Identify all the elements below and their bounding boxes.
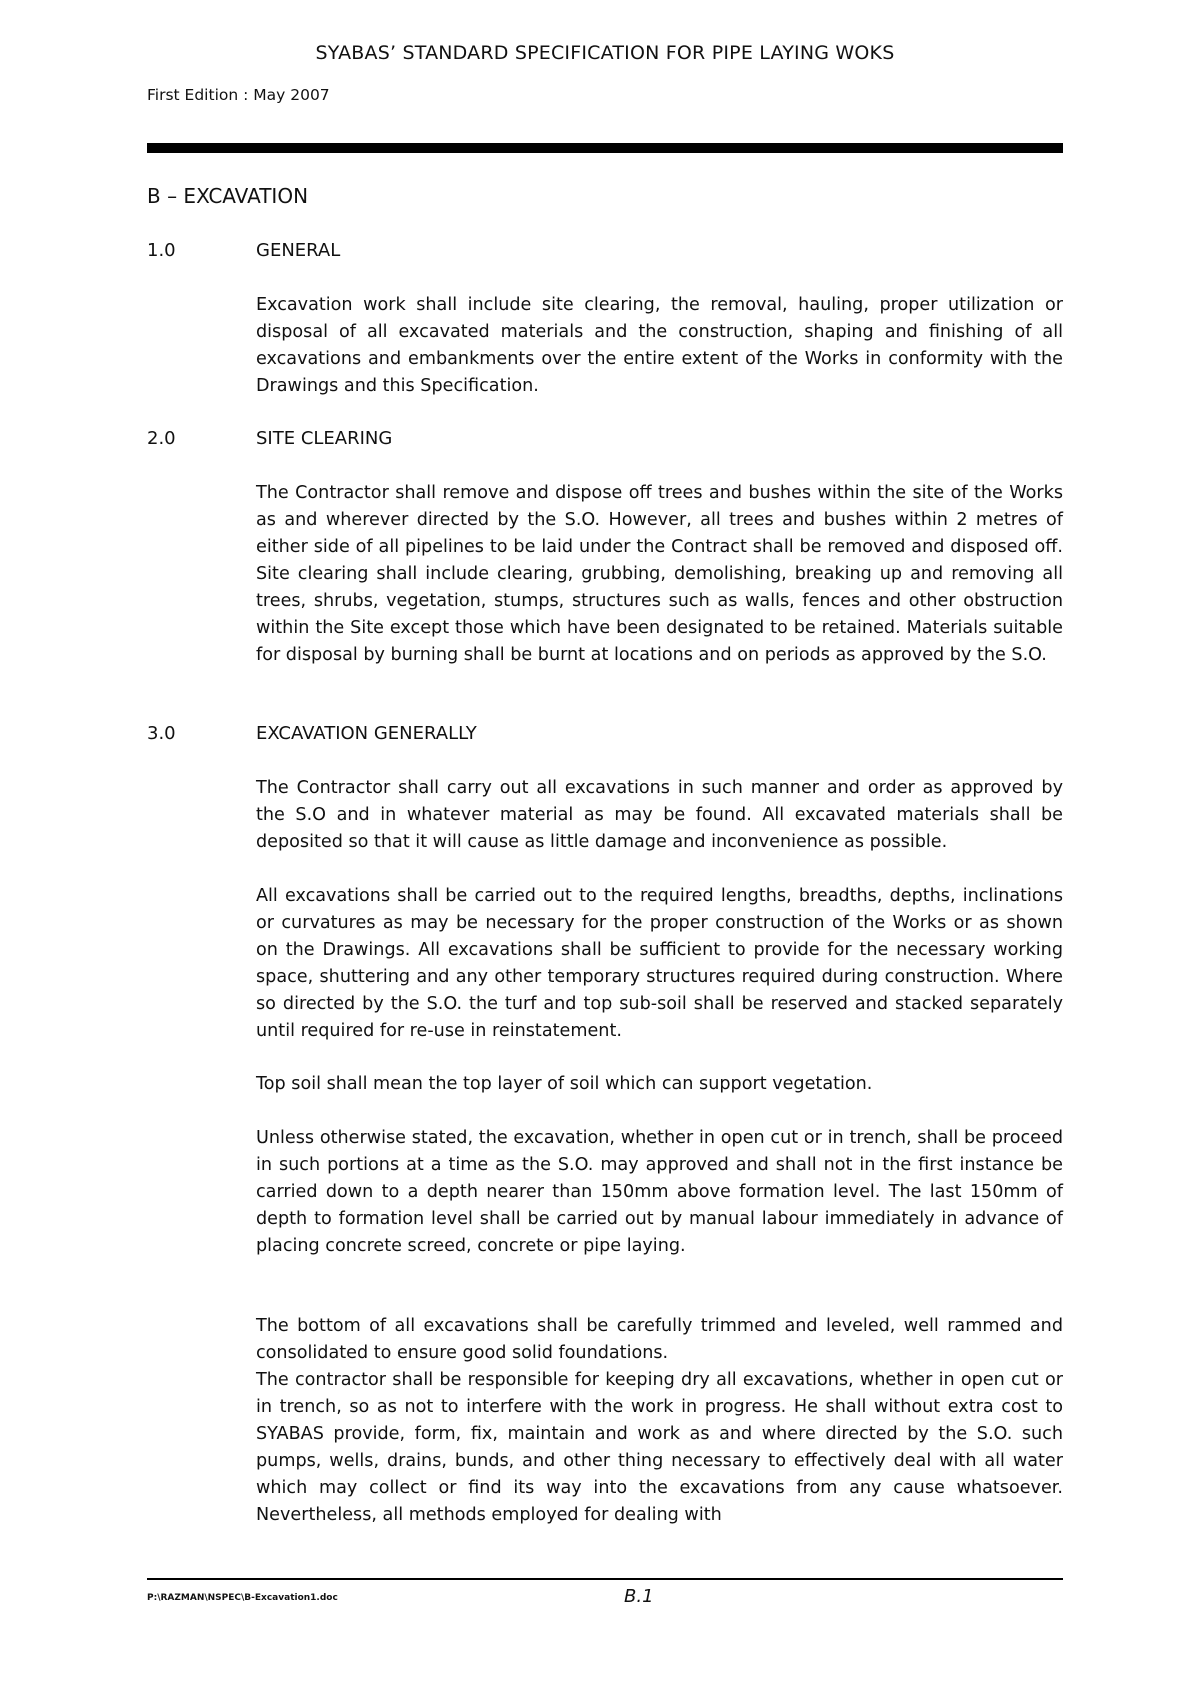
document-title: SYABAS’ STANDARD SPECIFICATION FOR PIPE LAYING WOKS	[315, 42, 895, 64]
paragraph: Top soil shall mean the top layer of soil which can support vegetation.	[256, 1074, 873, 1094]
paragraph: Excavation work shall include site clearing, the removal, hauling, proper utilization or disposal of all excavated materials and the construction, shaping and finishing of all excavations and embankments over the entire extent of the Works in conformity with the Drawings and this Specification.	[256, 295, 1063, 396]
paragraph: The Contractor shall remove and dispose off trees and bushes within the site of the Works as and wherever directed by the S.O. However, all trees and bushes within 2 metres of either side of all pipelines to be laid under the Contract shall be removed and disposed off. Site clearing shall include clearing, grubbing, demolishing, breaking up and removing all trees, shrubs, vegetation, stumps, structures such as walls, fences and other obstruction within the Site except those which have been designated to be retained. Materials suitable for disposal by burning shall be burnt at locations and on periods as approved by the S.O.	[256, 483, 1063, 665]
section-title: B – EXCAVATION	[147, 184, 309, 208]
footer-rule	[147, 1578, 1063, 1580]
clause-title: EXCAVATION GENERALLY	[256, 723, 477, 744]
paragraph: The contractor shall be responsible for keeping dry all excavations, whether in open cut or in trench, so as not to interfere with the work in progress. He shall without extra cost to SYABAS provide, form, fix, maintain and work as and where directed by the S.O. such pumps, wells, drains, bunds, and other thing necessary to effectively deal with all water which may collect or find its way into the excavations from any cause whatsoever. Nevertheless, all methods employed for dealing with	[256, 1370, 1063, 1525]
paragraph: Unless otherwise stated, the excavation, whether in open cut or in trench, shall be proceed in such portions at a time as the S.O. may approved and shall not in the first instance be carried down to a depth nearer than 150mm above formation level. The last 150mm of depth to formation level shall be carried out by manual labour immediately in advance of placing concrete screed, concrete or pipe laying.	[256, 1128, 1063, 1256]
clause-number: 3.0	[147, 723, 176, 744]
paragraph: The Contractor shall carry out all excavations in such manner and order as approved by the S.O and in whatever material as may be found. All excavated materials shall be deposited so that it will cause as little damage and inconvenience as possible.	[256, 778, 1063, 852]
paragraph: The bottom of all excavations shall be carefully trimmed and leveled, well rammed and consolidated to ensure good solid foundations.	[256, 1316, 1063, 1363]
footer-file-path: P:\RAZMAN\NSPEC\B-Excavation1.doc	[147, 1593, 338, 1603]
clause-number: 2.0	[147, 428, 176, 449]
clause-title: SITE CLEARING	[256, 428, 393, 449]
clause-number: 1.0	[147, 240, 176, 261]
header-rule	[147, 143, 1063, 153]
clause-title: GENERAL	[256, 240, 341, 261]
page-number: B.1	[624, 1586, 654, 1607]
paragraph: All excavations shall be carried out to the required lengths, breadths, depths, inclinations or curvatures as may be necessary for the proper construction of the Works or as shown on the Drawings. All excavations shall be sufficient to provide for the necessary working space, shuttering and any other temporary structures required during construction. Where so directed by the S.O. the turf and top sub-soil shall be reserved and stacked separately until required for re-use in reinstatement.	[256, 886, 1063, 1041]
edition-label: First Edition : May 2007	[147, 86, 330, 104]
